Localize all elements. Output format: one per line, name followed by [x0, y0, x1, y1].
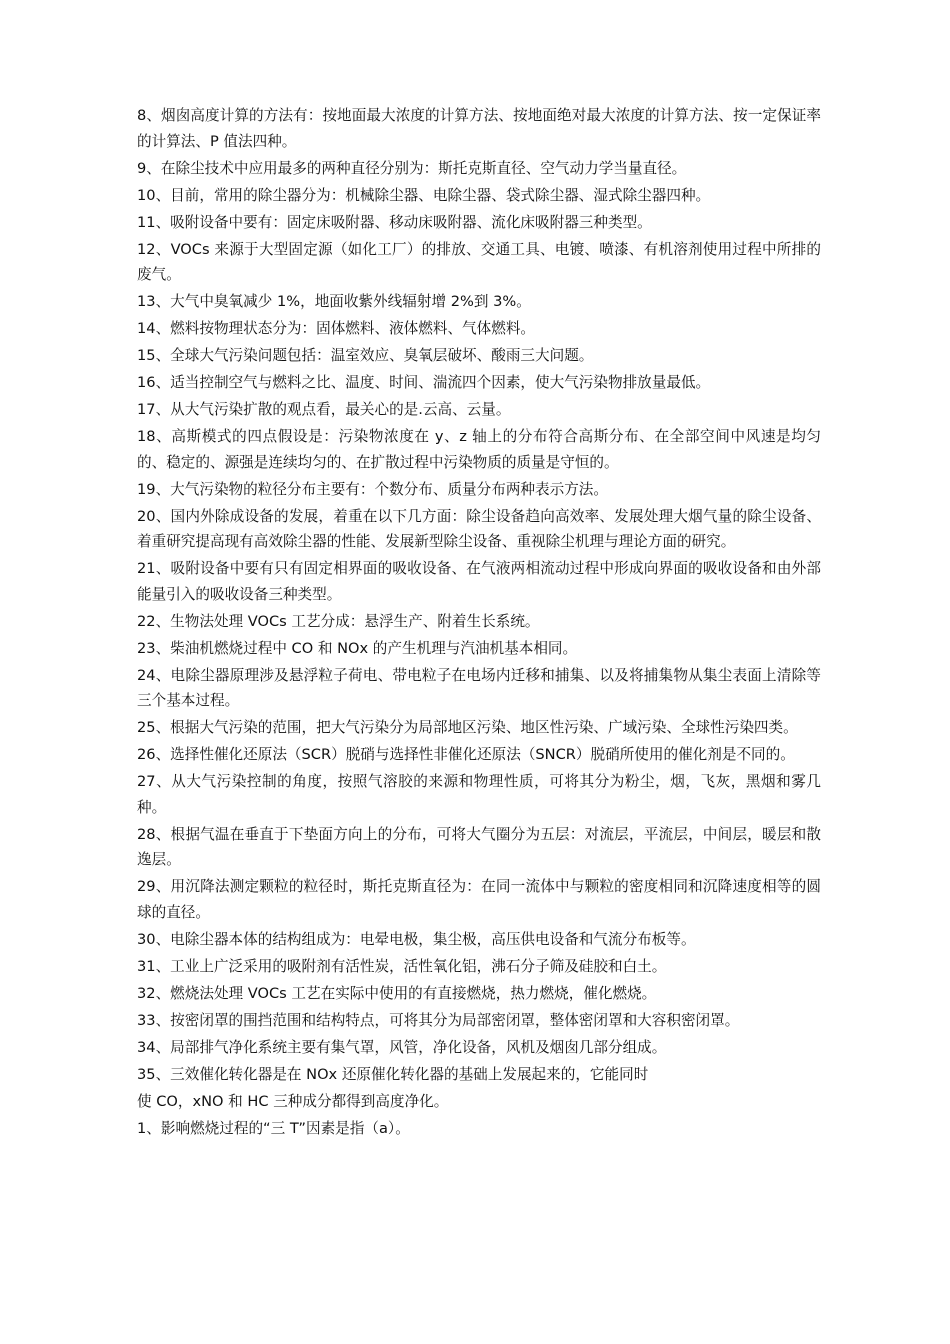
paragraph-item-35a: 35、三效催化转化器是在 NOx 还原催化转化器的基础上发展起来的，它能同时 — [137, 1065, 649, 1083]
paragraph-item-32: 32、燃烧法处理 VOCs 工艺在实际中使用的有直接燃烧，热力燃烧，催化燃烧。 — [137, 984, 657, 1002]
paragraph-item-30: 30、电除尘器本体的结构组成为：电晕电极，集尘极，高压供电设备和气流分布板等。 — [137, 930, 696, 948]
paragraph-item-33: 33、按密闭罩的围挡范围和结构特点，可将其分为局部密闭罩，整体密闭罩和大容积密闭罩。 — [137, 1011, 740, 1029]
paragraph-item-21: 21、吸附设备中要有只有固定相界面的吸收设备、在气液两相流动过程中形成向界面的吸收设备和由外部能量引入的吸收设备三种类型。 — [137, 560, 821, 603]
paragraph-item-35b: 使 CO，xNO 和 HC 三种成分都得到高度净化。 — [137, 1092, 449, 1110]
paragraph-item-9: 9、在除尘技术中应用最多的两种直径分别为：斯托克斯直径、空气动力学当量直径。 — [137, 159, 687, 177]
paragraph-item-20: 20、国内外除成设备的发展，着重在以下几方面：除尘设备趋向高效率、发展处理大烟气量的除尘设备、着重研究提高现有高效除尘器的性能、发展新型除尘设备、重视除尘机理与理论方面的研究。 — [137, 507, 821, 550]
paragraph-item-10: 10、目前，常用的除尘器分为：机械除尘器、电除尘器、袋式除尘器、湿式除尘器四种。 — [137, 186, 711, 204]
paragraph-item-12: 12、VOCs 来源于大型固定源（如化工厂）的排放、交通工具、电镀、喷漆、有机溶剂使用过程中所排的废气。 — [137, 240, 821, 283]
paragraph-item-15: 15、全球大气污染问题包括：温室效应、臭氧层破坏、酸雨三大问题。 — [137, 347, 594, 364]
paragraph-item-14: 14、燃料按物理状态分为：固体燃料、液体燃料、气体燃料。 — [137, 320, 536, 337]
question-item-1: 1、影响燃烧过程的“三 T”因素是指（a）。 — [137, 1119, 410, 1137]
paragraph-item-34: 34、局部排气净化系统主要有集气罩，风管，净化设备，风机及烟囱几部分组成。 — [137, 1038, 667, 1056]
paragraph-item-24: 24、电除尘器原理涉及悬浮粒子荷电、带电粒子在电场内迁移和捕集、以及将捕集物从集尘表面上清除等三个基本过程。 — [137, 666, 821, 709]
document-body — [137, 103, 821, 1143]
paragraph-item-13: 13、大气中臭氧减少 1%，地面收紫外线辐射增 2%到 3%。 — [137, 293, 531, 310]
paragraph-item-16: 16、适当控制空气与燃料之比、温度、时间、湍流四个因素，使大气污染物排放量最低。 — [137, 374, 711, 391]
paragraph-item-28: 28、根据气温在垂直于下垫面方向上的分布，可将大气圈分为五层：对流层，平流层，中间层，暖层和散逸层。 — [137, 825, 821, 868]
paragraph-item-11: 11、吸附设备中要有：固定床吸附器、移动床吸附器、流化床吸附器三种类型。 — [137, 213, 652, 231]
paragraph-item-31: 31、工业上广泛采用的吸附剂有活性炭，活性氧化铝，沸石分子筛及硅胶和白土。 — [137, 957, 667, 975]
paragraph-item-19: 19、大气污染物的粒径分布主要有：个数分布、质量分布两种表示方法。 — [137, 480, 608, 498]
paragraph-item-23: 23、柴油机燃烧过程中 CO 和 NOx 的产生机理与汽油机基本相同。 — [137, 639, 578, 657]
paragraph-item-22: 22、生物法处理 VOCs 工艺分成：悬浮生产、附着生长系统。 — [137, 612, 540, 630]
paragraph-item-18: 18、高斯模式的四点假设是：污染物浓度在 y、z 轴上的分布符合高斯分布、在全部空间中风速是均匀的、稳定的、源强是连续均匀的、在扩散过程中污染物质的质量是守恒的。 — [137, 428, 821, 471]
paragraph-item-25: 25、根据大气污染的范围，把大气污染分为局部地区污染、地区性污染、广域污染、全球性污染四类。 — [137, 719, 798, 736]
paragraph-item-8: 8、烟囱高度计算的方法有：按地面最大浓度的计算方法、按地面绝对最大浓度的计算方法、按一定保证率的计算法、P 值法四种。 — [137, 107, 821, 150]
paragraph-item-27: 27、从大气污染控制的角度，按照气溶胶的来源和物理性质，可将其分为粉尘，烟，飞灰，黑烟和雾几种。 — [137, 773, 821, 816]
paragraph-item-17: 17、从大气污染扩散的观点看，最关心的是.云高、云量。 — [137, 401, 511, 418]
paragraph-item-29: 29、用沉降法测定颗粒的粒径时，斯托克斯直径为：在同一流体中与颗粒的密度相同和沉降速度相等的圆球的直径。 — [137, 878, 821, 921]
paragraph-item-26: 26、选择性催化还原法（SCR）脱硝与选择性非催化还原法（SNCR）脱硝所使用的催化剂是不同的。 — [137, 746, 795, 763]
